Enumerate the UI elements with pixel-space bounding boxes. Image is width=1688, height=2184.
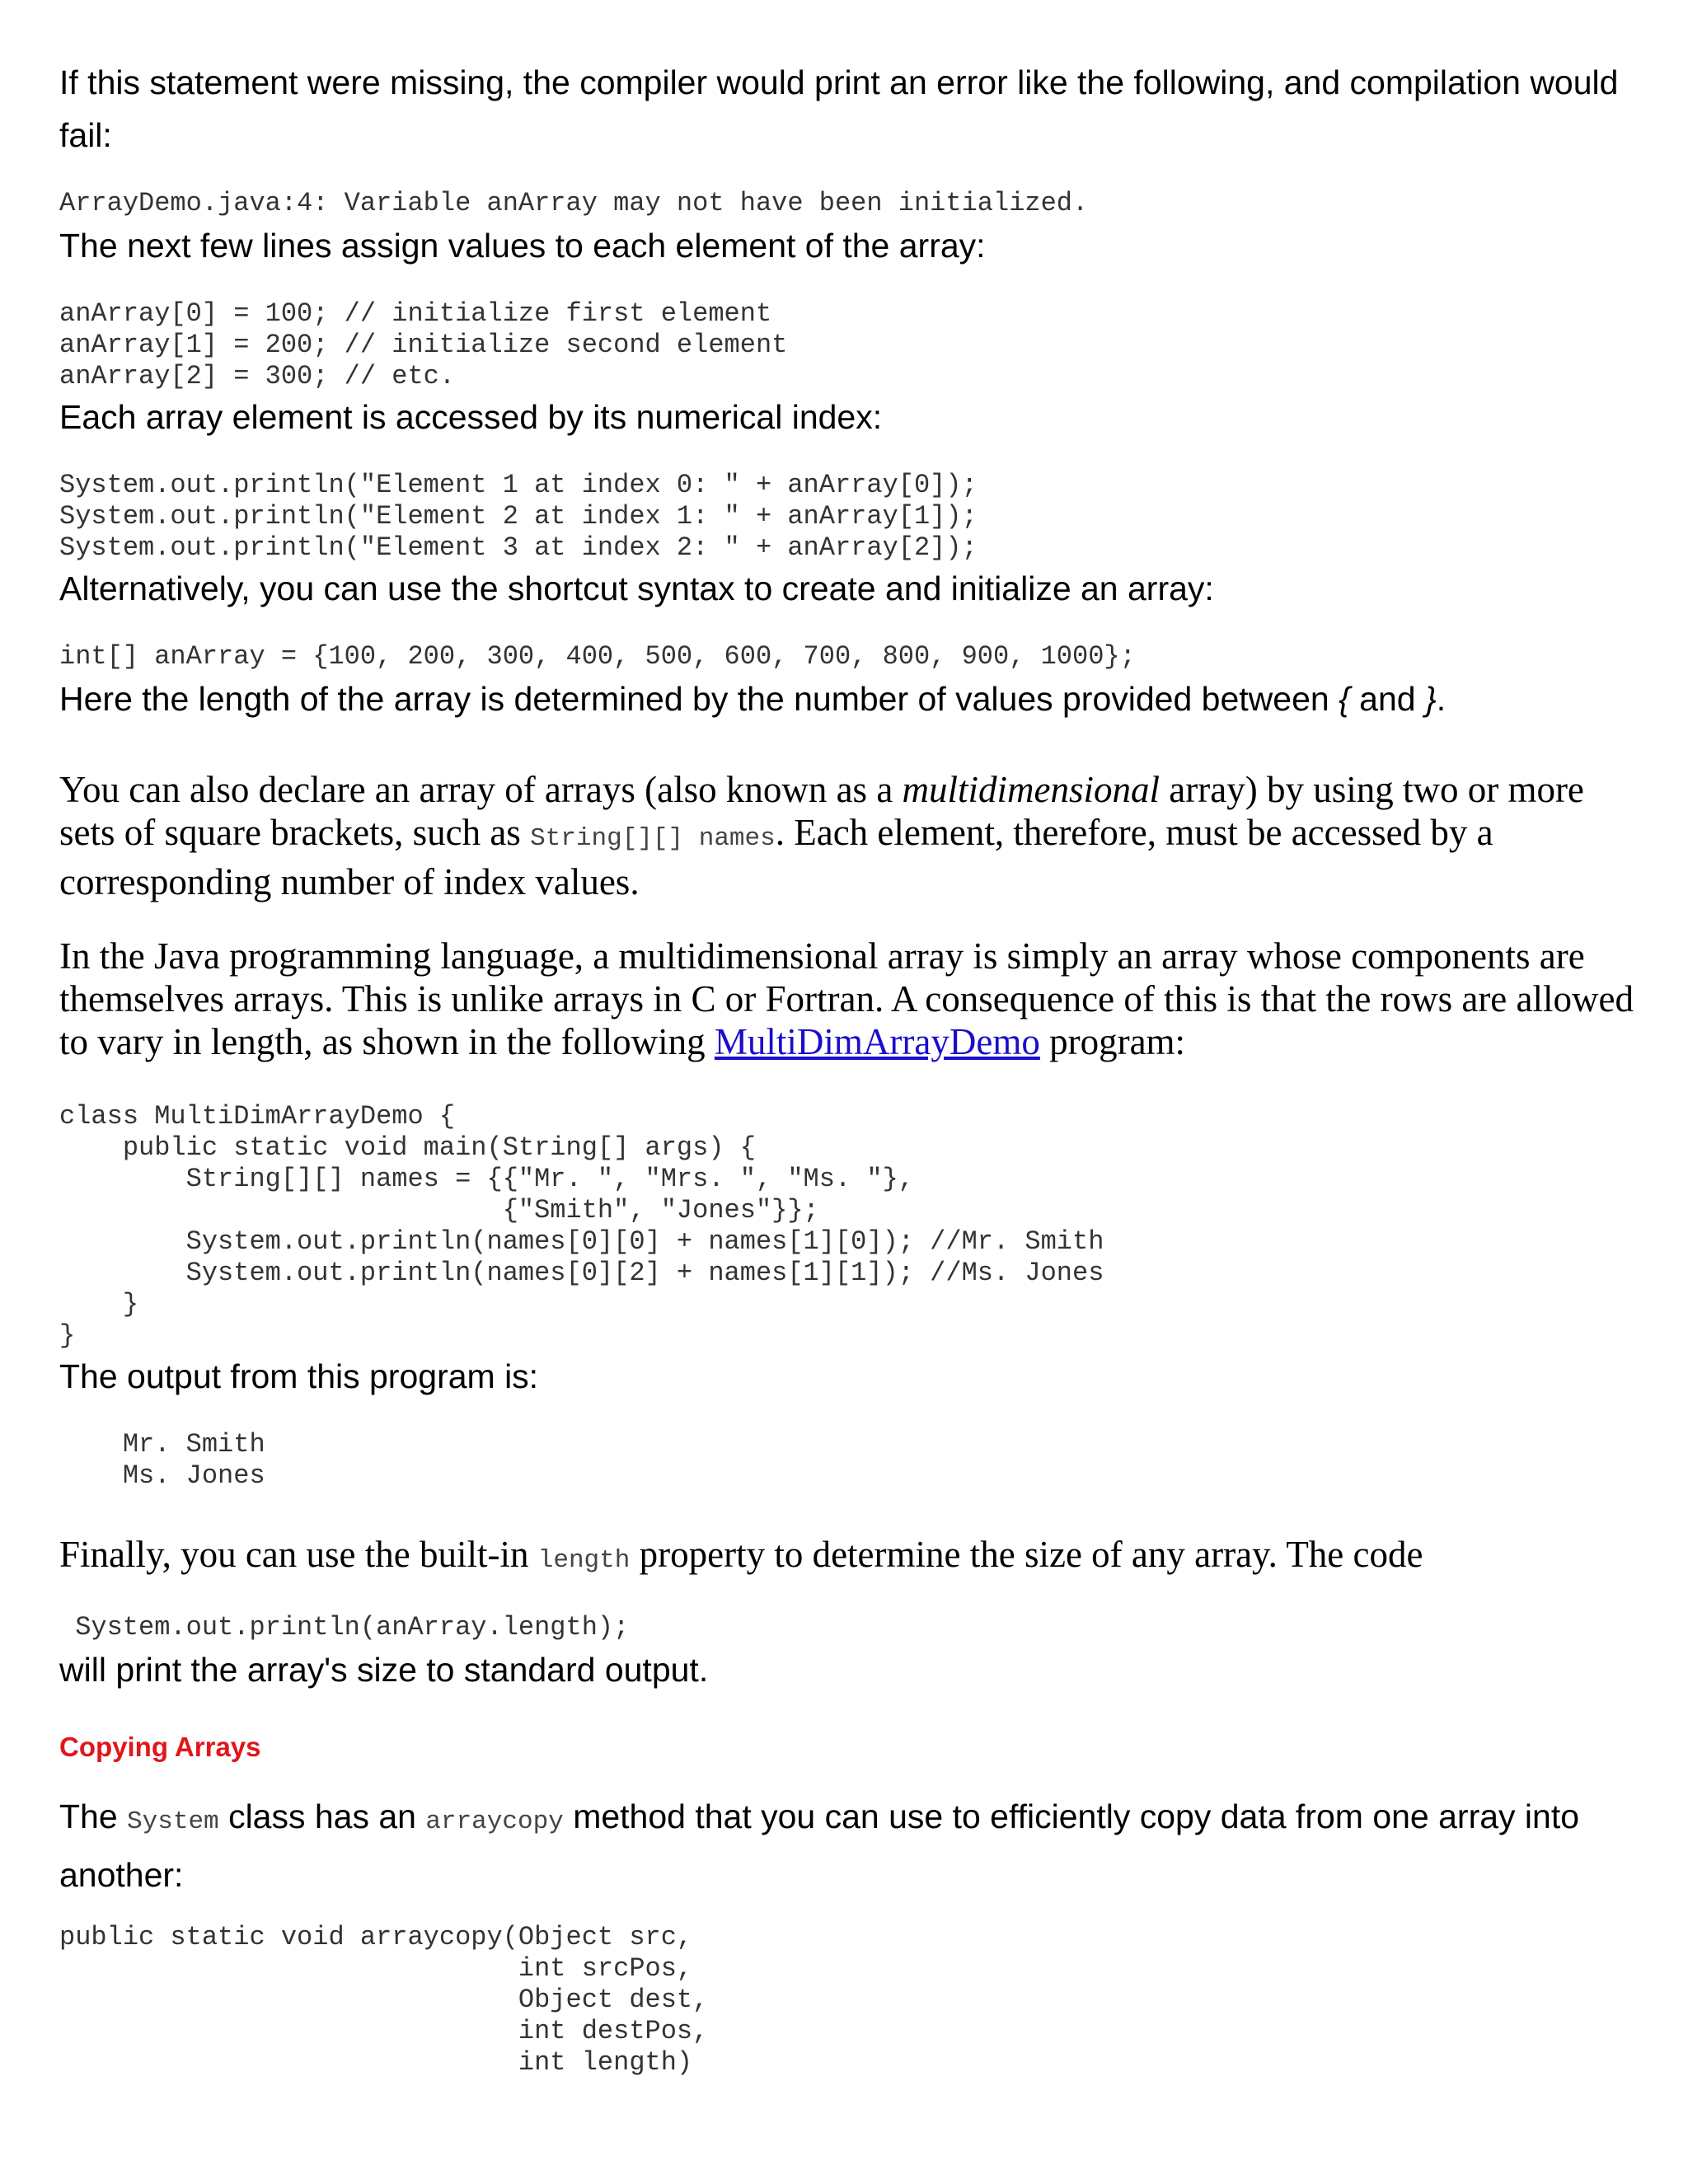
error-code-block: ArrayDemo.java:4: Variable anArray may not have been initialized. — [59, 188, 1089, 218]
close-brace: } — [1424, 680, 1437, 718]
access-code-block — [59, 470, 1634, 564]
arraycopy-paragraph: The System class has an arraycopy method that you can use to efficiently copy data from one array into another: — [59, 1797, 1580, 1894]
print-size-paragraph: will print the array's size to standard output. — [59, 1651, 709, 1689]
code-line: class MultiDimArrayDemo { — [59, 1101, 456, 1132]
code-line: } — [59, 1320, 76, 1351]
assign-paragraph: The next few lines assign values to each element of the array: — [59, 227, 986, 265]
length-paragraph: Here the length of the array is determined by the number of values provided between { and }. — [59, 680, 1447, 718]
inline-code-length: length — [537, 1546, 631, 1575]
inline-code-system: System — [127, 1807, 219, 1836]
code-line: System.out.println("Element 3 at index 2: " + anArray[2]); — [59, 532, 978, 563]
assign-code-block — [59, 298, 1634, 392]
inline-code-names: String[][] names — [530, 824, 776, 853]
length-property-paragraph: Finally, you can use the built-in length property to determine the size of any array. The code — [59, 1534, 1423, 1575]
open-brace: { — [1339, 680, 1350, 718]
section-heading-copying-arrays: Copying Arrays — [59, 1732, 261, 1762]
shortcut-code-block: int[] anArray = {100, 200, 300, 400, 500, 600, 700, 800, 900, 1000}; — [59, 641, 1136, 672]
code-line: System.out.println("Element 1 at index 0: " + anArray[0]); — [59, 470, 978, 500]
multidimarraydemo-link[interactable]: MultiDimArrayDemo — [714, 1021, 1040, 1062]
code-line: System.out.println("Element 2 at index 1: " + anArray[1]); — [59, 501, 978, 532]
code-line: String[][] names = {{"Mr. ", "Mrs. ", "Ms. "}, — [59, 1164, 914, 1194]
code-line: anArray[1] = 200; // initialize second element — [59, 330, 788, 360]
code-line: anArray[0] = 100; // initialize first element — [59, 298, 772, 329]
length-code-block: System.out.println(anArray.length); — [59, 1612, 630, 1643]
intro-paragraph: If this statement were missing, the compiler would print an error like the following, and compilation would fail: — [59, 63, 1619, 154]
arraycopy-signature-code-block — [59, 1922, 1634, 2079]
shortcut-paragraph: Alternatively, you can use the shortcut syntax to create and initialize an array: — [59, 569, 1214, 607]
multidim-paragraph: You can also declare an array of arrays (also known as a multidimensional array) by using two or more sets of square brackets, such as String[][] names. Each element, therefore, must be accessed by a corresponding number of index values. — [59, 769, 1584, 902]
code-line: public static void main(String[] args) { — [59, 1132, 756, 1163]
code-line: Ms. Jones — [59, 1460, 265, 1491]
code-line: System.out.println(names[0][2] + names[1][1]); //Ms. Jones — [59, 1258, 1104, 1288]
code-line: System.out.println(names[0][0] + names[1][0]); //Mr. Smith — [59, 1226, 1104, 1257]
emphasis-multidimensional: multidimensional — [902, 769, 1160, 810]
code-line: int length) — [59, 2047, 693, 2078]
output-code-block — [59, 1429, 1634, 1492]
code-line: Mr. Smith — [59, 1429, 265, 1460]
output-paragraph: The output from this program is: — [59, 1357, 539, 1395]
code-line: int srcPos, — [59, 1953, 693, 1984]
inline-code-arraycopy: arraycopy — [425, 1807, 564, 1836]
code-line: anArray[2] = 300; // etc. — [59, 361, 456, 391]
multidim-code-block — [59, 1101, 1634, 1352]
code-line: public static void arraycopy(Object src, — [59, 1922, 693, 1952]
code-line: int destPos, — [59, 2016, 709, 2046]
code-line: {"Smith", "Jones"}}; — [59, 1195, 819, 1226]
code-line: Object dest, — [59, 1985, 709, 2015]
java-multidim-paragraph: In the Java programming language, a multidimensional array is simply an array whose components are themselves arrays. This is unlike arrays in C or Fortran. A consequence of this is that the rows are allowed to vary in length, as shown in the following MultiDimArrayDemo program: — [59, 935, 1634, 1062]
access-paragraph: Each array element is accessed by its numerical index: — [59, 398, 883, 436]
code-line: } — [59, 1289, 139, 1319]
